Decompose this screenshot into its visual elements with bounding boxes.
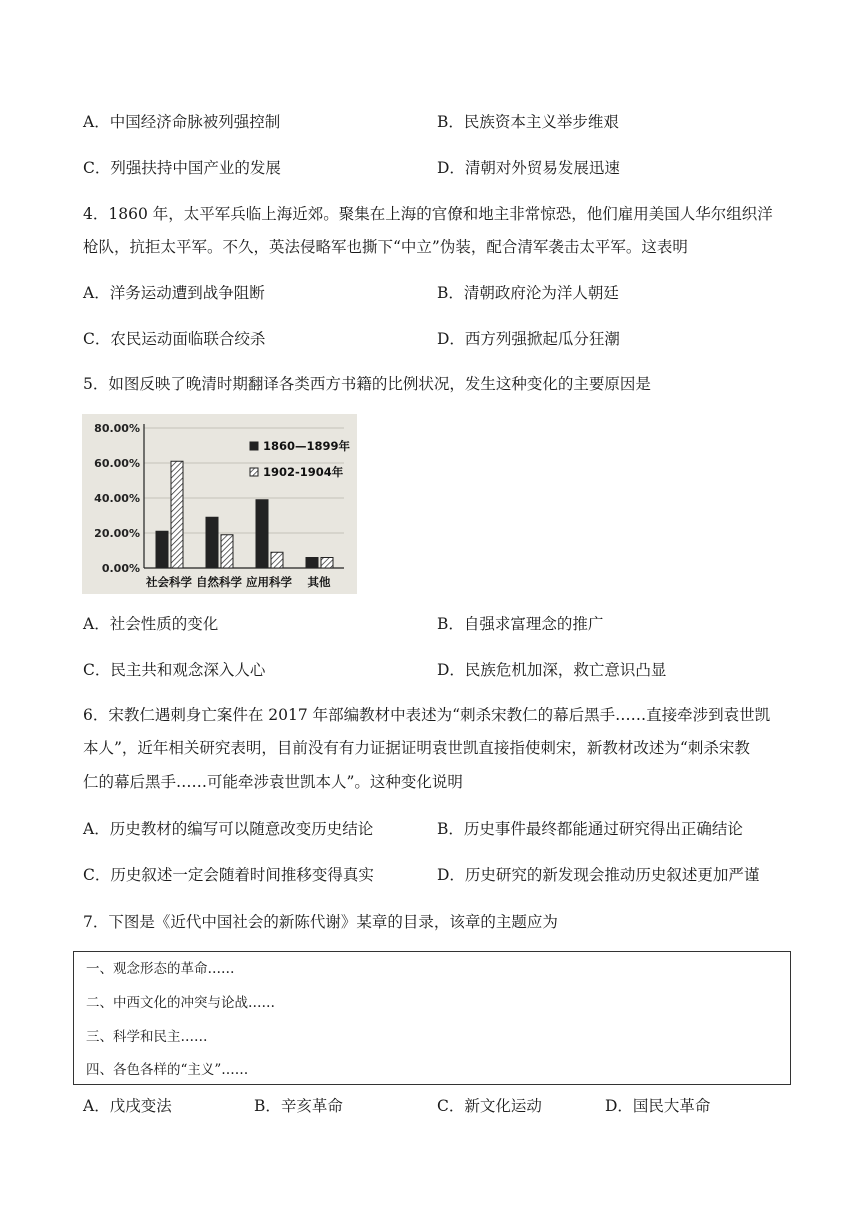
toc-item-2: 二、中西文化的冲突与论战…… [86, 995, 275, 1011]
q4-option-c: C．农民运动面临联合绞杀 [83, 330, 266, 348]
q4-stem-line2: 枪队，抗拒太平军。不久，英法侵略军也撕下“中立”伪装，配合清军袭击太平军。这表明 [83, 238, 688, 256]
table-of-contents-box [73, 951, 791, 1085]
q3-option-b: B．民族资本主义举步维艰 [437, 113, 619, 131]
y-tick-label: 40.00% [94, 492, 140, 505]
q3-option-a: A．中国经济命脉被列强控制 [83, 113, 281, 131]
q5-option-c: C．民主共和观念深入人心 [83, 661, 266, 679]
q6-option-a: A．历史教材的编写可以随意改变历史结论 [83, 820, 374, 838]
bar-series1-2 [206, 517, 218, 568]
translation-bar-chart [82, 414, 357, 594]
q5-option-b: B．自强求富理念的推广 [437, 615, 604, 633]
bar-chart-svg [82, 414, 357, 594]
toc-item-1: 一、观念形态的革命…… [86, 961, 235, 977]
q6-stem-line2: 本人”，近年相关研究表明，目前没有有力证据证明袁世凯直接指使刺宋，新教材改述为“刺杀宋教 [83, 739, 750, 757]
q5-option-a: A．社会性质的变化 [83, 615, 219, 633]
toc-item-3: 三、科学和民主…… [86, 1029, 208, 1045]
q6-stem-line1: 6．宋教仁遇刺身亡案件在 2017 年部编教材中表述为“刺杀宋教仁的幕后黑手……直接牵涉到袁世凯 [83, 706, 771, 724]
q5-option-d: D．民族危机加深，救亡意识凸显 [437, 661, 667, 679]
q7-option-b: B．辛亥革命 [254, 1097, 343, 1115]
bar-series2-3 [271, 552, 283, 568]
y-tick-label: 0.00% [101, 562, 140, 575]
x-category-label: 社会科学 [146, 575, 192, 589]
toc-item-4: 四、各色各样的“主义”…… [86, 1062, 249, 1078]
bar-series1-4 [306, 558, 318, 569]
q3-option-d: D．清朝对外贸易发展迅速 [437, 159, 620, 177]
y-tick-label: 60.00% [94, 457, 140, 470]
legend-label: 1902-1904年 [263, 465, 344, 479]
bar-series1-3 [256, 500, 268, 568]
q6-option-b: B．历史事件最终都能通过研究得出正确结论 [437, 820, 743, 838]
bar-series1-1 [156, 531, 168, 568]
bar-series2-2 [221, 535, 233, 568]
legend-swatch [250, 442, 258, 450]
q4-option-a: A．洋务运动遭到战争阻断 [83, 284, 265, 302]
q7-option-c: C．新文化运动 [437, 1097, 542, 1115]
q6-option-c: C．历史叙述一定会随着时间推移变得真实 [83, 866, 374, 884]
q7-option-a: A．戊戌变法 [83, 1097, 172, 1115]
q7-option-d: D．国民大革命 [605, 1097, 711, 1115]
q5-stem: 5．如图反映了晚清时期翻译各类西方书籍的比例状况，发生这种变化的主要原因是 [83, 375, 651, 393]
x-category-label: 其他 [307, 575, 331, 589]
x-category-label: 自然科学 [196, 575, 242, 589]
q4-stem-line1: 4．1860 年，太平军兵临上海近郊。聚集在上海的官僚和地主非常惊恐，他们雇用美国人华尔组织洋 [83, 205, 773, 223]
legend-swatch [250, 468, 258, 476]
q6-option-d: D．历史研究的新发现会推动历史叙述更加严谨 [437, 866, 760, 884]
bar-series2-1 [171, 461, 183, 568]
q7-stem: 7．下图是《近代中国社会的新陈代谢》某章的目录，该章的主题应为 [83, 913, 558, 931]
x-category-label: 应用科学 [246, 575, 292, 589]
q4-option-d: D．西方列强掀起瓜分狂潮 [437, 330, 620, 348]
bar-series2-4 [321, 558, 333, 569]
legend-label: 1860—1899年 [263, 439, 351, 453]
q6-stem-line3: 仁的幕后黑手……可能牵涉袁世凯本人”。这种变化说明 [83, 773, 463, 791]
y-tick-label: 20.00% [94, 527, 140, 540]
y-tick-label: 80.00% [94, 422, 140, 435]
q4-option-b: B．清朝政府沦为洋人朝廷 [437, 284, 619, 302]
q3-option-c: C．列强扶持中国产业的发展 [83, 159, 281, 177]
